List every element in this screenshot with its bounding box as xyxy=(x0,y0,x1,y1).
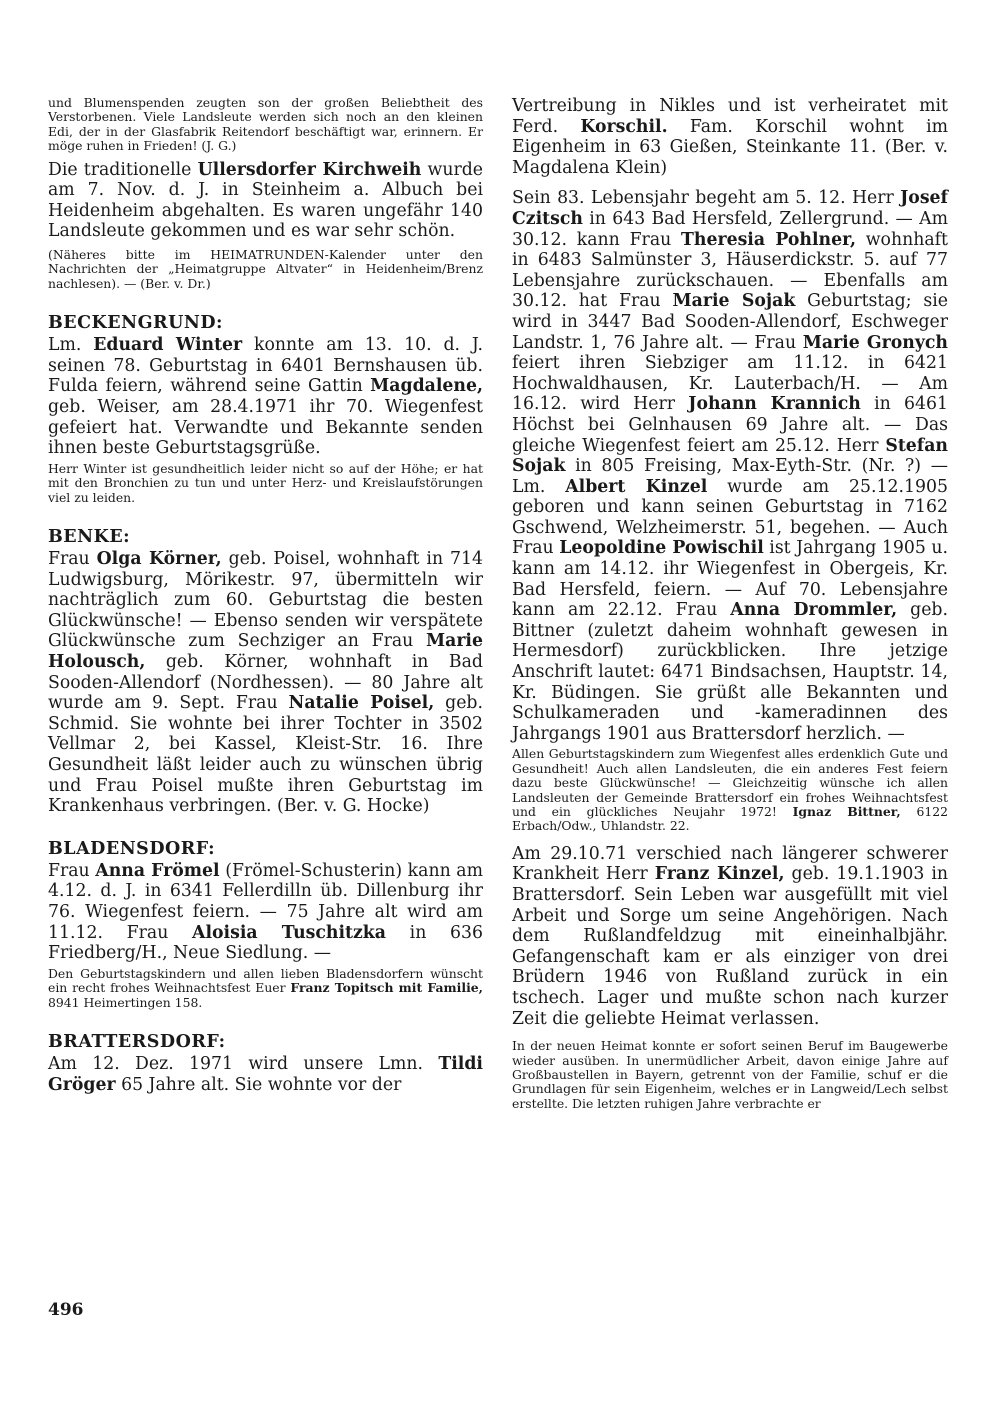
text-run: 65 Jahre alt. Sie wohnte vor der xyxy=(115,1074,402,1095)
bladensdorf-greeting xyxy=(48,967,483,1010)
bold-name: Natalie Poisel, xyxy=(288,693,435,714)
section-heading-bladensdorf: BLADENSDORF: xyxy=(48,838,216,859)
obituary-paragraph xyxy=(512,844,948,1029)
text-run: Lm. xyxy=(48,335,94,356)
text-run: in 6461 Höchst bei Gelnhausen 69 Jahre alt. — Das gleiche Wiegenfest feiert am 25.12. Herr xyxy=(512,394,948,456)
right-column xyxy=(512,96,948,1111)
text-run: Frau xyxy=(48,549,97,569)
text-run: wurde am 25.12.1905 geboren und kann seinen Geburtstag in 7162 Gschwend, Welzheimerstr. 51, begehen. — Auch Frau xyxy=(512,476,948,559)
left-column xyxy=(48,96,483,1095)
text-run: feiert ihren Siebziger am 11.12. in 6421 Hochwaldhausen, Kr. Lauterbach/H. — Am 16.12. wird Herr xyxy=(512,353,948,415)
text-run: Vertreibung in Nikles und ist verheiratet mit Ferd. xyxy=(512,96,948,137)
text-run: geb. 19.1.1903 in Brattersdorf. Sein Leben war ausgefüllt mit viel Arbeit und Sorge um seine Angehörigen. Nach dem Rußlandfeldzug mit eineinhalbjähr. Gefangenschaft kam er als einziger von drei Brüdern 1946 von Rußland zurück in ein tschech. Lager und mußte schon nach kurzer Zeit die geliebte Heimat verlassen. xyxy=(512,864,949,1029)
text-run: Am 12. Dez. 1971 wird unsere Lmn. xyxy=(48,1053,439,1074)
text-run: wohnhaft in 6483 Salmünster 3, Häuserdickstr. 5. auf 77 Lebensjahre zurückschauen. — Ebenfalls am 30.12. hat Frau xyxy=(512,229,948,312)
bold-name: Marie Sojak xyxy=(672,291,796,312)
section-heading-benke: BENKE: xyxy=(48,527,131,547)
section-heading-brattersdorf: BRATTERSDORF: xyxy=(48,1031,226,1052)
section-heading-beckengrund: BECKENGRUND: xyxy=(48,313,223,334)
kirchweih-note: (Näheres bitte im HEIMATRUNDEN-Kalender unter den Nachrichten der „Heimatgruppe Altvater“ in Heidenheim/Brenz nachlesen). — (Ber. v. Dr.) xyxy=(48,247,483,291)
bold-name: Marie Gronych xyxy=(802,332,948,353)
bold-name: Korschil. xyxy=(580,116,668,137)
text-run: Den Geburtstagskindern und allen lieben Bladensdorfern wünscht ein recht frohes Weihnachtsfest Euer xyxy=(48,965,483,996)
bold-name: Olga Körner, xyxy=(96,549,222,569)
text-run: Allen Geburtstagskindern zum Wiegenfest alles erdenklich Gute und Gesundheit! Auch allen Landsleuten, die ein anderes Fest feiern dazu beste Glückwünsche! — Gleichzeitig wünsche ich allen Landsleuten der Gemeinde Brattersdorf ein frohes Weihnachtsfest und ein glückliches Neujahr 1972! xyxy=(512,746,948,820)
text-run: 8941 Heimertingen 158. xyxy=(48,994,203,1010)
brattersdorf-greeting xyxy=(512,747,948,833)
text-run: (Frömel-Schusterin) kann am 4.12. d. J. in 6341 Fellerdilln üb. Dillenburg ihr 76. Wiegenfest feiern. — 75 Jahre alt wird am 11.12. Frau xyxy=(48,860,483,943)
bold-name: Ignaz Bittner, xyxy=(792,804,901,820)
bold-name: Josef Czitsch xyxy=(512,188,948,229)
bold-name: Tildi Gröger xyxy=(48,1053,483,1095)
beckengrund-note: Herr Winter ist gesundheitlich leider nicht so auf der Höhe; er hat mit den Bronchien zu tun und unter Herz- und Kreislaufstörungen viel zu leiden. xyxy=(48,460,483,505)
bold-name: Anna Frömel xyxy=(95,860,220,881)
text-run: 6122 Erbach/Odw., Uhlandstr. 22. xyxy=(512,804,948,834)
text-run: geb. Bittner (zuletzt daheim wohnhaft gewesen in Hermesdorf) zurückblicken. Ihre jetzige Anschrift lautet: 6471 Bindsachsen, Hauptstr. 14, Kr. Büdingen. Sie grüßt alle Bekannten und Schulkameraden und -kameradinnen des Jahrgangs 1901 aus Brattersdorf herzlich. — xyxy=(512,600,948,744)
benke-paragraph xyxy=(48,549,483,817)
brattersdorf-continued-paragraph xyxy=(512,96,948,178)
brattersdorf-paragraph xyxy=(48,1054,483,1095)
page-number: 496 xyxy=(48,1300,84,1320)
bold-name: Stefan Sojak xyxy=(512,435,948,477)
bold-name: Franz Kinzel, xyxy=(654,864,785,885)
text-run: in 805 Freising, Max-Eyth-Str. (Nr. ?) — Lm. xyxy=(512,456,948,497)
bold-name: Albert Kinzel xyxy=(565,476,708,497)
text-run: Geburtstag; sie wird in 3447 Bad Sooden-Allendorf, Eschweger Landstr. 1, 76 Jahre alt. — Frau xyxy=(512,291,949,353)
text-run: wurde am 7. Nov. d. J. in Steinheim a. Albuch bei Heidenheim abgehalten. Es waren ungefähr 140 Landsleute gekommen und es war sehr schön. xyxy=(48,159,483,242)
text-run: Sein 83. Lebensjahr begeht am 5. 12. Herr xyxy=(512,188,901,209)
bold-name: Ullersdorfer Kirchweih xyxy=(197,159,422,180)
text-run: geb. Poisel, wohnhaft in 714 Ludwigsburg, Mörikestr. 97, übermitteln wir nachträglich zum 60. Geburtstag die besten Glückwünsche! — Ebenso senden wir verspätete Glückwünsche zum Sechziger an Frau xyxy=(48,549,484,652)
text-run: in 643 Bad Hersfeld, Zellergrund. — Am 30.12. kann Frau xyxy=(512,208,948,250)
beckengrund-paragraph xyxy=(48,335,483,459)
text-run: geb. Schmid. Sie wohnte bei ihrer Tochter in 3502 Vellmar 2, bei Kassel, Kleist-Str. 16. Ihre Gesundheit läßt leider auch zu wünschen übrig und Frau Poisel mußte ihren Geburtstag im Krankenhaus verbringen. (Ber. v. G. Hocke) xyxy=(48,693,483,817)
bold-name: Marie Holousch, xyxy=(48,631,483,672)
bold-name: Aloisia Tuschitzka xyxy=(192,922,386,943)
text-run: konnte am 13. 10. d. J. seinen 78. Geburtstag in 6401 Bernshausen üb. Fulda feiern, während seine Gattin xyxy=(48,335,483,397)
text-run: Fam. Korschil wohnt im Eigenheim in 63 Gießen, Steinkante 11. (Ber. v. Magdalena Klein) xyxy=(512,116,948,178)
bold-name: Magdalene, xyxy=(370,376,483,397)
text-run: in 636 Friedberg/H., Neue Siedlung. — xyxy=(48,922,483,964)
bold-name: Franz Topitsch mit Familie, xyxy=(290,980,483,996)
text-run: Frau xyxy=(48,860,96,881)
bladensdorf-paragraph xyxy=(48,861,483,964)
bold-name: Eduard Winter xyxy=(93,335,243,356)
obituary-continued-paragraph: In der neuen Heimat konnte er sofort seinen Beruf im Baugewerbe wieder ausüben. In unermüdlicher Arbeit, davon einige Jahre auf Großbaustellen in Bayern, getrennt von der Familie, schuf er die Grundlagen für sein Eigenheim, welches er in Langweid/Lech selbst erstellte. Die letzten ruhigen Jahre verbrachte er xyxy=(512,1038,948,1111)
bold-name: Leopoldine Powischil xyxy=(559,538,764,559)
birthdays-paragraph xyxy=(512,188,948,744)
bold-name: Anna Drommler, xyxy=(730,600,898,621)
kirchweih-paragraph xyxy=(48,160,483,242)
text-run: Am 29.10.71 verschied nach längerer schwerer Krankheit Herr xyxy=(512,843,948,885)
obituary-end-paragraph: und Blumenspenden zeugten son der großen Beliebtheit des Verstorbenen. Viele Landsleute werden sich noch an den kleinen Edi, der in der Glasfabrik Reitendorf beschäftigt war, erinnern. Er möge ruhen in Frieden! (J. G.) xyxy=(48,95,483,154)
text-run: ist Jahrgang 1905 u. kann am 14.12. ihr Wiegenfest in Obergeis, Kr. Bad Hersfeld, feiern. — Auf 70. Lebensjahre kann am 22.12. Frau xyxy=(512,538,948,621)
text-run: geb. Körner, wohnhaft in Bad Sooden-Allendorf (Nordhessen). — 80 Jahre alt wurde am 9. Sept. Frau xyxy=(48,651,483,714)
bold-name: Theresia Pohlner, xyxy=(681,229,856,250)
bold-name: Johann Krannich xyxy=(688,394,861,415)
text-run: geb. Weiser, am 28.4.1971 ihr 70. Wiegenfest gefeiert hat. Verwandte und Bekannte senden ihnen beste Geburtstagsgrüße. xyxy=(48,397,483,459)
text-run: Die traditionelle xyxy=(48,159,198,180)
